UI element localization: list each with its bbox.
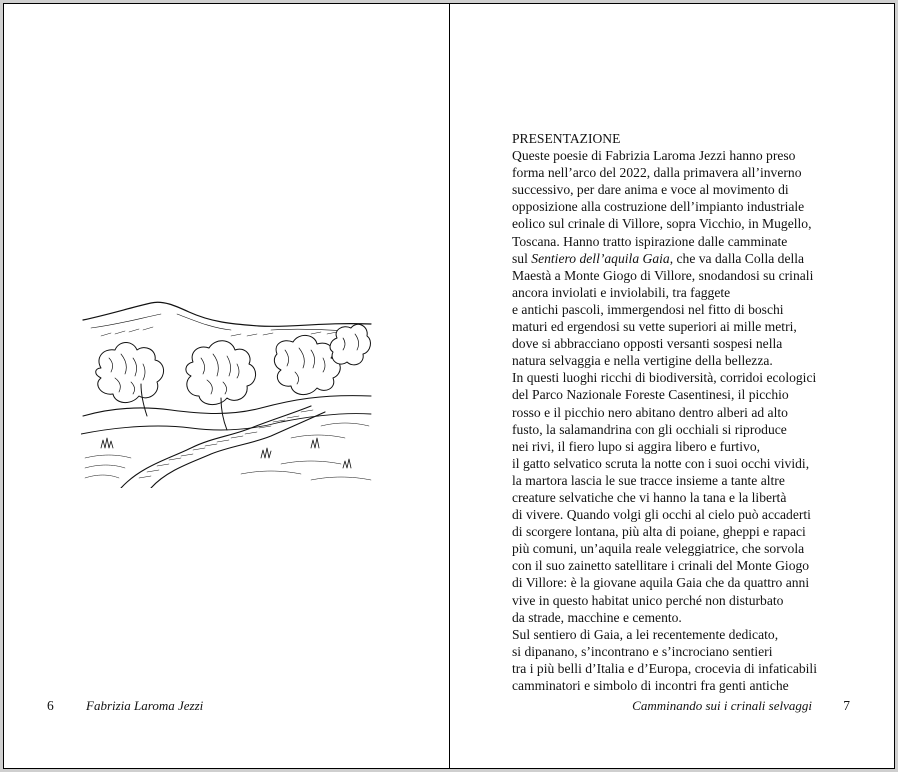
presentation-text [512, 130, 858, 694]
text-line: maturi ed ergendosi su vette superiori ai mille metri, [512, 319, 797, 335]
page-number-right: 7 [843, 698, 850, 713]
page-number-left: 6 [47, 698, 54, 713]
text-line: fusto, la salamandrina con gli occhiali si riproduce [512, 421, 787, 437]
text-line: di vivere. Quando volgi gli occhi al cielo può accaderti [512, 507, 811, 523]
text-fragment: , che va dalla Colla della [669, 250, 805, 266]
text-line: Queste poesie di Fabrizia Laroma Jezzi hanno preso [512, 148, 796, 164]
text-line: ancora inviolati e inviolabili, tra faggete [512, 284, 731, 300]
text-line: rosso e il picchio nero abitano dentro alberi ad alto [512, 404, 788, 420]
running-head-title: Camminando sui i crinali selvaggi [632, 698, 812, 713]
text-line: da strade, macchine e cemento. [512, 609, 682, 625]
text-line-with-italic [512, 250, 858, 267]
text-line: di scorgere lontana, più alta di poiane, gheppi e rapaci [512, 524, 806, 540]
text-line: In questi luoghi ricchi di biodiversità, corridoi ecologici [512, 370, 817, 386]
text-line: successivo, per dare anima e voce al movimento di [512, 182, 789, 198]
text-line: vive in questo habitat unico perché non disturbato [512, 592, 784, 608]
book-spread [3, 3, 895, 769]
left-page [4, 4, 449, 768]
text-line: più comuni, un’aquila reale veleggiatrice, che sorvola [512, 541, 805, 557]
trail-name: Sentiero dell’aquila Gaia [531, 250, 670, 266]
text-line: Maestà a Monte Giogo di Villore, snodandosi su crinali [512, 267, 814, 283]
text-line: con il suo zainetto satellitare i crinali del Monte Giogo [512, 558, 810, 574]
text-fragment: sul [512, 250, 532, 266]
running-head-author: Fabrizia Laroma Jezzi [86, 698, 204, 713]
text-line: la martora lascia le sue tracce insieme a tante altre [512, 472, 785, 488]
text-line: il gatto selvatico scruta la notte con i suoi occhi vividi, [512, 455, 810, 471]
text-line: dove si abbracciano opposti versanti sospesi nella [512, 336, 783, 352]
text-line: e antichi pascoli, immergendosi nel fitto di boschi [512, 301, 784, 317]
section-heading: PRESENTAZIONE [512, 131, 621, 146]
landscape-illustration-icon [81, 298, 373, 488]
right-page [450, 4, 894, 768]
text-line: camminatori e simbolo di incontri fra genti antiche [512, 678, 789, 693]
text-line: eolico sul crinale di Villore, sopra Vicchio, in Mugello, [512, 216, 812, 232]
text-line: tra i più belli d’Italia e d’Europa, crocevia di infaticabili [512, 660, 817, 676]
text-line: di Villore: è la giovane aquila Gaia che da quattro anni [512, 575, 810, 591]
text-line: opposizione alla costruzione dell’impianto industriale [512, 199, 805, 215]
text-line: del Parco Nazionale Foreste Casentinesi, il picchio [512, 387, 789, 403]
text-line: Sul sentiero di Gaia, a lei recentemente dedicato, [512, 626, 779, 642]
text-line: forma nell’arco del 2022, dalla primavera all’inverno [512, 165, 802, 181]
text-line: Toscana. Hanno tratto ispirazione dalle camminate [512, 233, 788, 249]
text-line: creature selvatiche che vi hanno la tana e la libertà [512, 489, 787, 505]
text-line: natura selvaggia e nella vertigine della bellezza. [512, 353, 773, 369]
text-line: si dipanano, s’incontrano e s’incrociano sentieri [512, 643, 773, 659]
text-line: nei rivi, il fiero lupo si aggira libero e furtivo, [512, 438, 761, 454]
